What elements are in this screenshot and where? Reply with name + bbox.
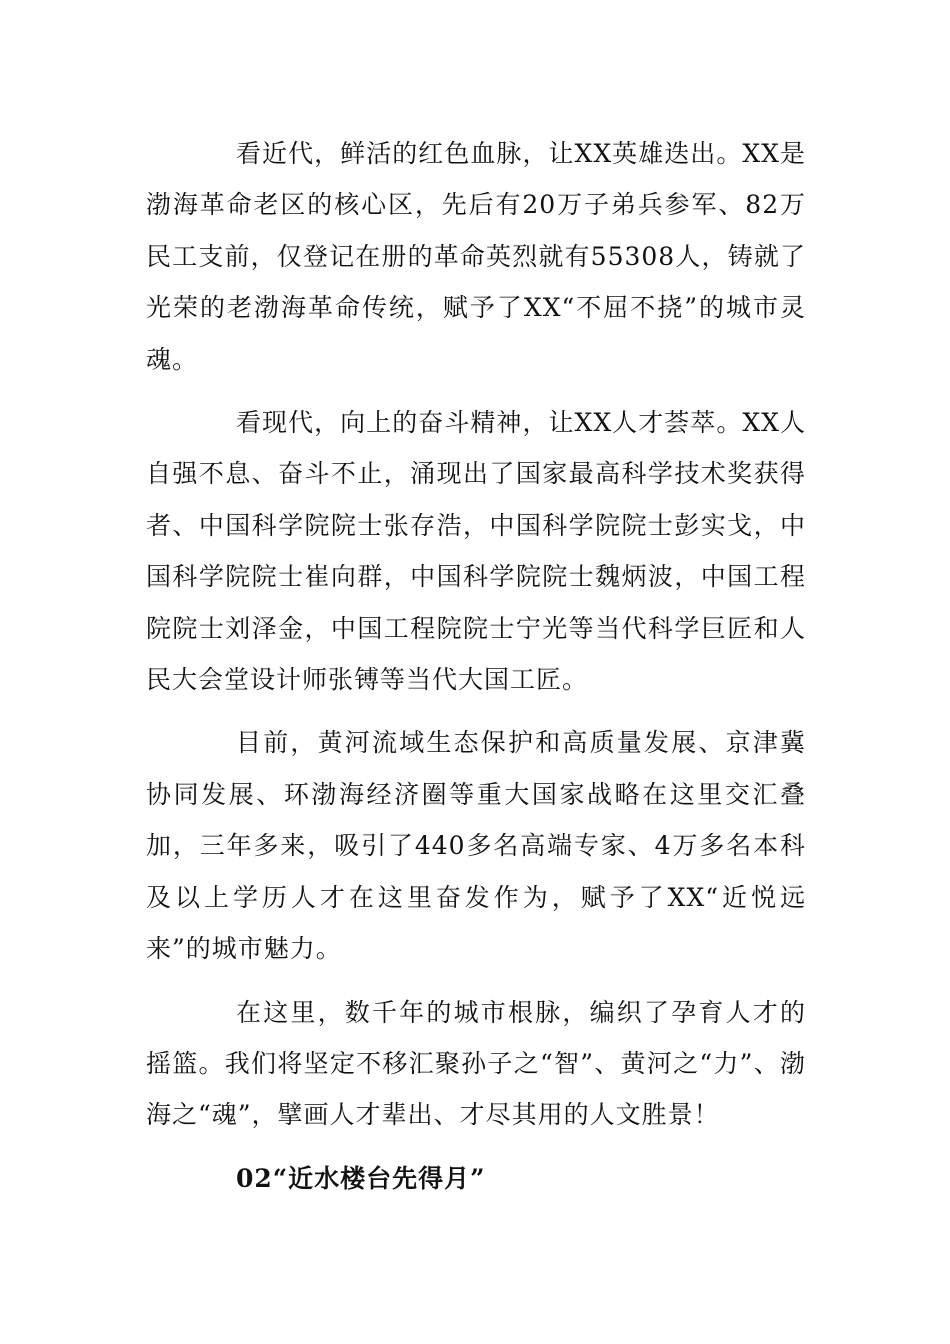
- document-body: [146, 128, 806, 1204]
- paragraph-current-strategy: 目前，黄河流域生态保护和高质量发展、京津冀协同发展、环渤海经济圈等重大国家战略在这里交汇叠加，三年多来，吸引了440多名高端专家、4万多名本科及以上学历人才在这里奋发作为，赋予了XX“近悦远来”的城市魅力。: [146, 728, 806, 964]
- section-heading: 02“近水楼台先得月”: [236, 1163, 486, 1193]
- paragraph-city-roots: 在这里，数千年的城市根脉，编织了孕育人才的摇篮。我们将坚定不移汇聚孙子之“智”、黄河之“力”、渤海之“魂”，擘画人才辈出、才尽其用的人文胜景！: [146, 997, 806, 1130]
- paragraph-modern-era: 看现代，向上的奋斗精神，让XX人才荟萃。XX人自强不息、奋斗不止，涌现出了国家最高科学技术奖获得者、中国科学院院士张存浩，中国科学院院士彭实戈，中国科学院院士崔向群，中国科学院院士魏炳波，中国工程院院士刘泽金，中国工程院院士宁光等当代科学巨匠和人民大会堂设计师张镈等当代大国工匠。: [146, 408, 806, 695]
- paragraph-modern-history: 看近代，鲜活的红色血脉，让XX英雄迭出。XX是渤海革命老区的核心区，先后有20万子弟兵参军、82万民工支前，仅登记在册的革命英烈就有55308人，铸就了光荣的老渤海革命传统，赋予了XX“不屈不挠”的城市灵魂。: [146, 139, 806, 374]
